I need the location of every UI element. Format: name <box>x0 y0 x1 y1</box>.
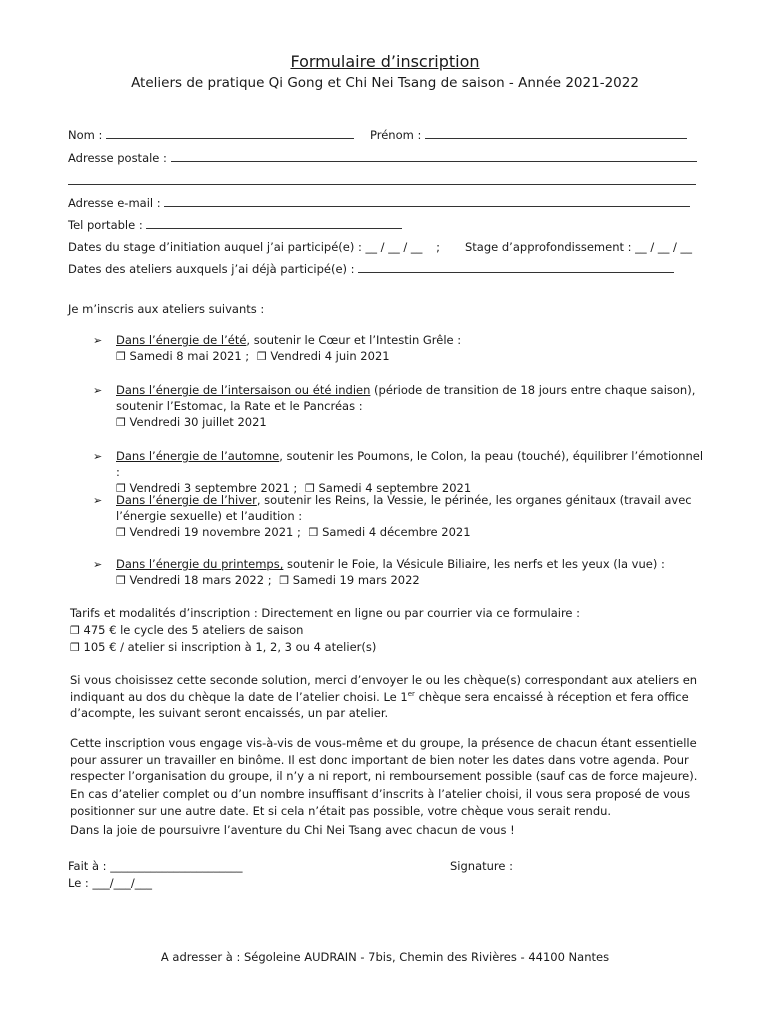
tarif-option-cycle: 475 € le cycle des 5 ateliers de saison <box>83 622 304 637</box>
bullet-arrow-icon: ➢ <box>93 334 103 347</box>
adresse-row-2 <box>68 174 696 188</box>
engagement-paragraph <box>70 735 700 785</box>
atelier-printemps-title: Dans l’énergie du printemps, <box>116 557 284 571</box>
checkbox-icon[interactable]: ❒ <box>116 350 126 363</box>
atelier-hiver-desc-2: l’énergie sexuelle) et l’audition : <box>116 509 303 523</box>
prenom-label: Prénom : <box>370 128 422 142</box>
checkbox-icon[interactable]: ❒ <box>116 526 126 539</box>
annulation-line-2: positionner sur une autre date. Et si cela n’était pas possible, votre chèque vous serait rendu. <box>70 803 612 818</box>
ateliers-row <box>68 262 674 276</box>
page-title: Formulaire d’inscription <box>290 52 480 71</box>
ateliers-field[interactable] <box>358 263 674 273</box>
tel-label: Tel portable : <box>68 218 143 232</box>
closing-line: Dans la joie de poursuivre l’aventure du Chi Nei Tsang avec chacun de vous ! <box>70 823 515 837</box>
tarifs-section <box>70 605 700 657</box>
atelier-intersaison <box>116 382 706 431</box>
atelier-intersaison-date-1: Vendredi 30 juillet 2021 <box>129 415 267 429</box>
stage-row <box>68 240 440 254</box>
fait-a-field[interactable]: Fait à : _______________________ <box>68 859 243 873</box>
bullet-arrow-icon: ➢ <box>93 450 103 463</box>
checkbox-icon[interactable]: ❒ <box>116 574 126 587</box>
nom-label: Nom : <box>68 128 103 142</box>
ateliers-intro: Je m’inscris aux ateliers suivants : <box>68 302 265 316</box>
atelier-automne-desc: , soutenir les Poumons, le Colon, la peau (touché), équilibrer l’émotionnel : <box>116 449 704 479</box>
atelier-hiver-desc: , soutenir les Reins, la Vessie, le périnée, les organes génitaux (travail avec <box>256 493 692 507</box>
atelier-printemps <box>116 556 706 589</box>
checkbox-icon[interactable]: ❒ <box>304 482 315 495</box>
paiement-line-2a: indiquant au dos du chèque la date de l’atelier choisi. Le 1 <box>70 689 408 704</box>
checkbox-icon[interactable]: ❒ <box>70 641 80 654</box>
checkbox-icon[interactable]: ❒ <box>256 350 267 363</box>
approfondissement-row <box>465 240 692 254</box>
engagement-line-2: pour assurer un travailler en binôme. Il est donc important de bien noter les dates dans votre agenda. Pour <box>70 752 689 767</box>
paiement-line-2b: chèque sera encaissé à réception et fera office <box>414 689 689 704</box>
checkbox-icon[interactable]: ❒ <box>116 482 126 495</box>
email-label: Adresse e-mail : <box>68 196 161 210</box>
atelier-ete-desc: , soutenir le Cœur et l’Intestin Grêle : <box>246 333 462 347</box>
atelier-automne-date-2: Samedi 4 septembre 2021 <box>318 481 472 495</box>
date-field[interactable]: Le : ___/___/___ <box>68 876 152 890</box>
bullet-arrow-icon: ➢ <box>93 494 103 507</box>
atelier-intersaison-desc: (période de transition de 18 jours entre chaque saison), <box>370 383 696 397</box>
atelier-ete-date-1: Samedi 8 mai 2021 ; <box>129 349 250 363</box>
checkbox-icon[interactable]: ❒ <box>308 526 319 539</box>
paiement-sup: er <box>407 689 415 698</box>
email-field[interactable] <box>164 197 690 207</box>
annulation-line-1: En cas d’atelier complet ou d’un nombre insuffisant d’inscrits à l’atelier choisi, il vous sera proposé de vous <box>70 787 691 801</box>
atelier-automne-title: Dans l’énergie de l’automne <box>116 449 280 463</box>
adresse-field[interactable] <box>171 152 697 162</box>
adresse-row <box>68 151 697 165</box>
adresse-label: Adresse postale : <box>68 151 167 165</box>
atelier-automne <box>116 448 706 497</box>
prenom-row <box>370 128 687 142</box>
stage-separator: ; <box>436 240 440 254</box>
atelier-hiver <box>116 492 706 541</box>
atelier-ete-date-2: Vendredi 4 juin 2021 <box>270 349 390 363</box>
bullet-arrow-icon: ➢ <box>93 558 103 571</box>
checkbox-icon[interactable]: ❒ <box>70 623 80 637</box>
atelier-printemps-date-1: Vendredi 18 mars 2022 ; <box>129 573 272 587</box>
atelier-printemps-date-2: Samedi 19 mars 2022 <box>292 573 420 587</box>
engagement-line-3: respecter l’organisation du groupe, il n’y a ni report, ni remboursement possible (sauf cas de force majeure). <box>70 769 698 783</box>
atelier-intersaison-desc-2: soutenir l’Estomac, la Rate et le Pancréas : <box>116 399 363 413</box>
signature-label: Signature : <box>450 859 514 873</box>
tel-row <box>68 218 402 232</box>
paiement-paragraph <box>70 672 700 722</box>
tarif-option-atelier: 105 € / atelier si inscription à 1, 2, 3 ou 4 atelier(s) <box>83 640 377 654</box>
atelier-ete <box>116 332 706 365</box>
atelier-hiver-title: Dans l’énergie de l’hiver <box>116 493 257 507</box>
nom-row <box>68 128 354 142</box>
prenom-field[interactable] <box>425 129 687 139</box>
ateliers-label: Dates des ateliers auxquels j’ai déjà participé(e) : <box>68 262 355 276</box>
checkbox-icon[interactable]: ❒ <box>116 416 126 429</box>
paiement-line-1: Si vous choisissez cette seconde solution, merci d’envoyer le ou les chèque(s) correspondant aux ateliers en <box>70 673 698 687</box>
atelier-hiver-date-1: Vendredi 19 novembre 2021 ; <box>129 525 301 539</box>
tarifs-heading: Tarifs et modalités d’inscription : Directement en ligne ou par courrier via ce formulaire : <box>70 606 581 620</box>
nom-field[interactable] <box>106 129 354 139</box>
atelier-intersaison-title: Dans l’énergie de l’intersaison ou été indien <box>116 383 371 397</box>
atelier-automne-date-1: Vendredi 3 septembre 2021 ; <box>129 481 298 495</box>
footer-address: A adresser à : Ségoleine AUDRAIN - 7bis, Chemin des Rivières - 44100 Nantes <box>160 950 610 964</box>
email-row <box>68 196 690 210</box>
checkbox-icon[interactable]: ❒ <box>279 574 290 587</box>
atelier-hiver-date-2: Samedi 4 décembre 2021 <box>322 525 471 539</box>
approfondissement-label[interactable]: Stage d’approfondissement : __ / __ / __ <box>465 240 693 254</box>
tel-field[interactable] <box>146 219 402 229</box>
annulation-paragraph <box>70 786 700 819</box>
atelier-printemps-desc: soutenir le Foie, la Vésicule Biliaire, les nerfs et les yeux (la vue) : <box>283 557 665 571</box>
stage-label[interactable]: Dates du stage d’initiation auquel j’ai participé(e) : __ / __ / __ <box>68 240 423 254</box>
engagement-line-1: Cette inscription vous engage vis-à-vis de vous-même et du groupe, la présence de chacun étant essentielle <box>70 736 697 750</box>
page-subtitle: Ateliers de pratique Qi Gong et Chi Nei Tsang de saison - Année 2021-2022 <box>131 75 639 91</box>
paiement-line-3: d’acompte, les suivant seront encaissés, un par atelier. <box>70 706 389 720</box>
atelier-ete-title: Dans l’énergie de l’été <box>116 333 247 347</box>
bullet-arrow-icon: ➢ <box>93 384 103 397</box>
adresse-field-2[interactable] <box>68 175 696 185</box>
